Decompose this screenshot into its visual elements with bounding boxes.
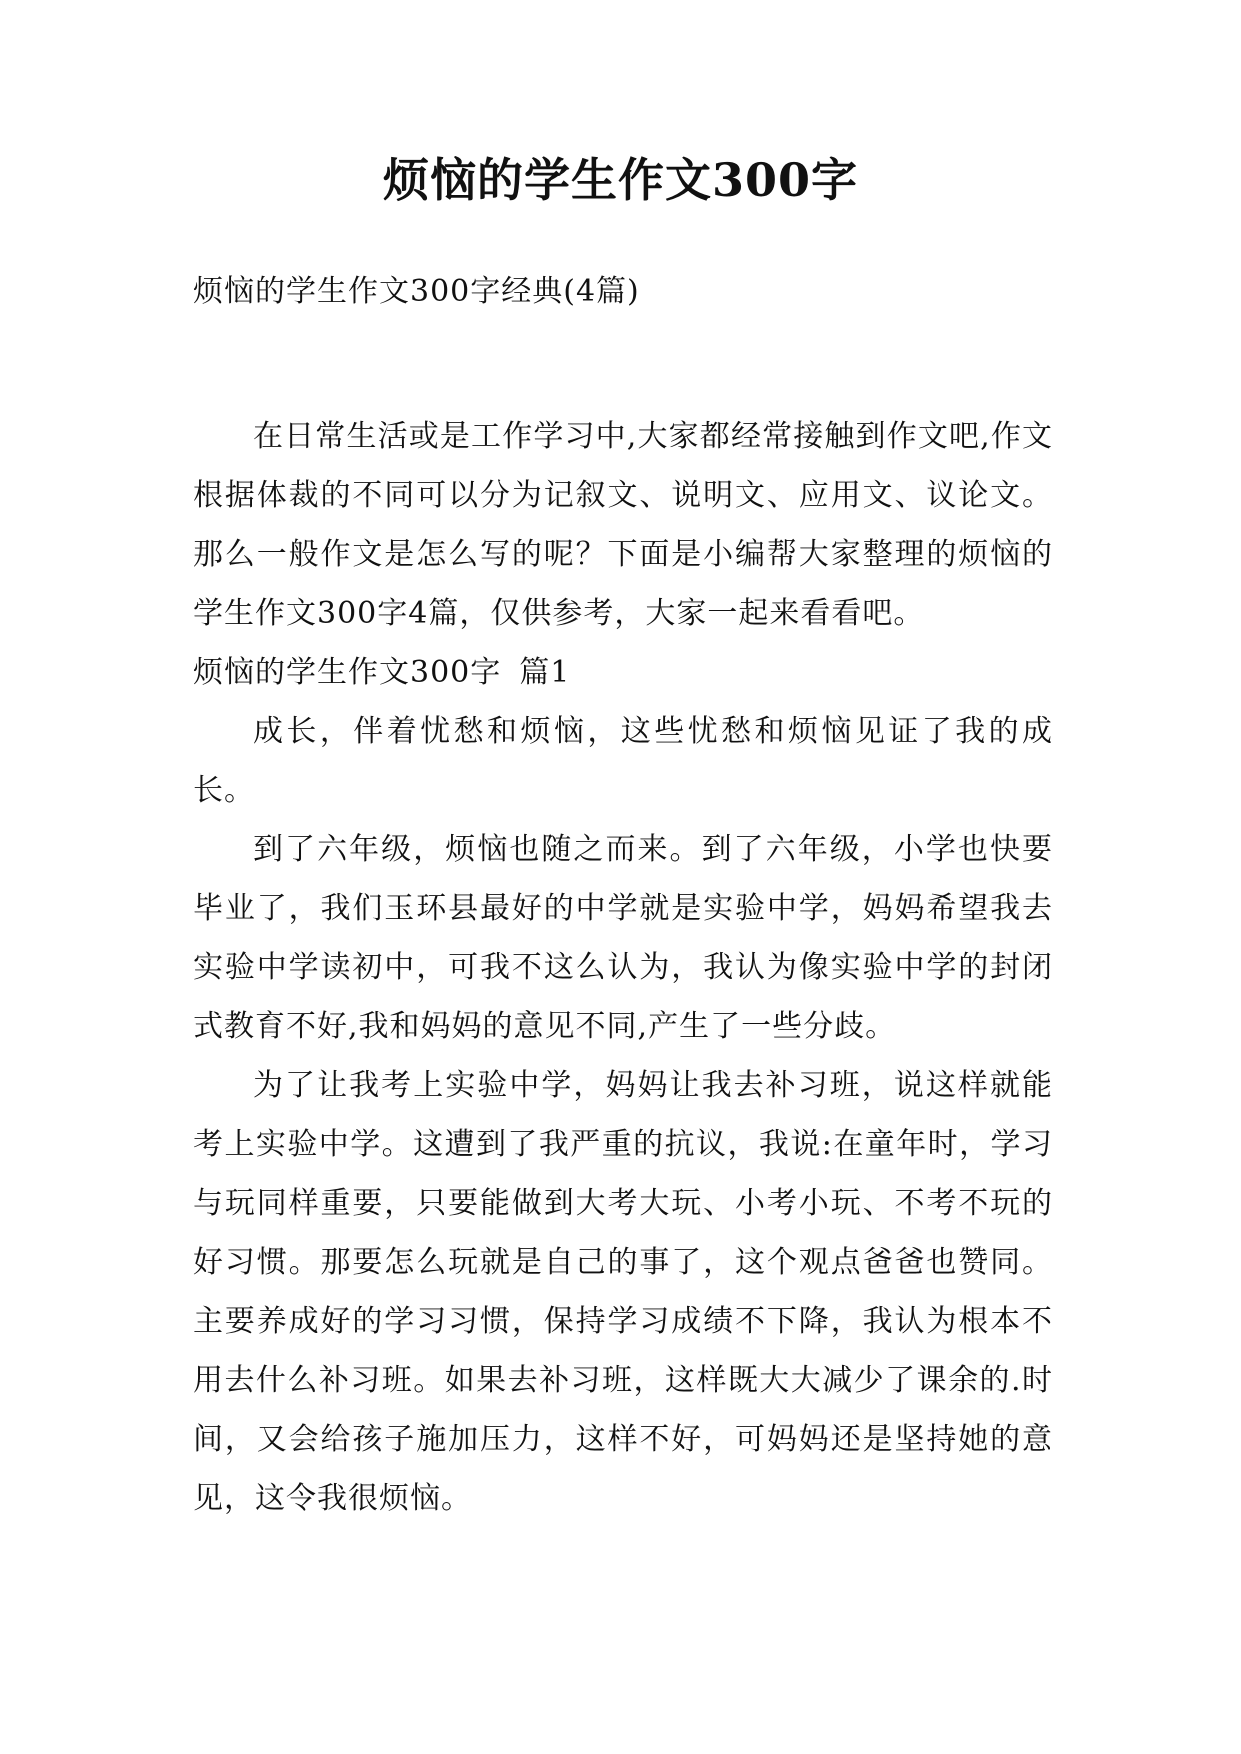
section-heading [193,643,1053,702]
document-title: 烦恼的学生作文300字 [382,153,859,207]
intro-paragraph: 在日常生活或是工作学习中,大家都经常接触到作文吧,作文根据体裁的不同可以分为记叙文、说明文、应用文、议论文。那么一般作文是怎么写的呢？下面是小编帮大家整理的烦恼的学生作文300字4篇，仅供参考，大家一起来看看吧。 [193,419,1053,631]
document-body [193,262,1053,1528]
section-heading-label: 篇1 [519,655,571,690]
body-paragraph-2: 到了六年级，烦恼也随之而来。到了六年级，小学也快要毕业了，我们玉环县最好的中学就是实验中学，妈妈希望我去实验中学读初中，可我不这么认为，我认为像实验中学的封闭式教育不好,我和妈妈的意见不同,产生了一些分歧。 [193,832,1053,1044]
body-paragraph-3: 为了让我考上实验中学，妈妈让我去补习班，说这样就能考上实验中学。这遭到了我严重的抗议，我说:在童年时，学习与玩同样重要，只要能做到大考大玩、小考小玩、不考不玩的好习惯。那要怎么玩就是自己的事了，这个观点爸爸也赞同。主要养成好的学习习惯，保持学习成绩不下降，我认为根本不用去什么补习班。如果去补习班，这样既大大减少了课余的.时间，又会给孩子施加压力，这样不好，可妈妈还是坚持她的意见，这令我很烦恼。 [193,1068,1053,1516]
spacer [193,321,1053,407]
body-paragraph-1: 成长，伴着忧愁和烦恼，这些忧愁和烦恼见证了我的成长。 [193,714,1053,808]
document-subtitle: 烦恼的学生作文300字经典(4篇) [193,274,640,309]
section-heading-title: 烦恼的学生作文300字 [193,655,502,690]
